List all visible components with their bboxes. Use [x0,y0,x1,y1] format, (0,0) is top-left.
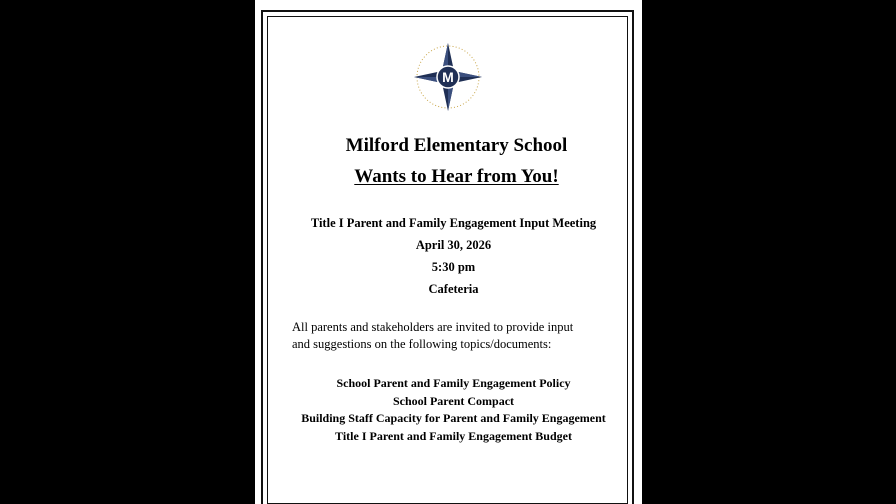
meeting-date: April 30, 2026 [415,238,492,252]
topic-item: School Parent and Family Engagement Policy [336,376,571,390]
compass-star-logo-icon [413,42,483,112]
flyer-page [255,0,642,504]
logo-letter: M [442,69,454,85]
topic-item: School Parent Compact [392,394,515,408]
topic-item: Title I Parent and Family Engagement Budget [335,429,572,443]
invitation-paragraph [292,319,622,353]
invitation-line: and suggestions on the following topics/documents: [292,337,552,351]
school-name: Milford Elementary School [345,135,568,156]
invitation-line: All parents and stakeholders are invited to provide input [292,320,574,334]
topic-item: Building Staff Capacity for Parent and Family Engagement [301,411,606,425]
meeting-title: Title I Parent and Family Engagement Input Meeting [310,216,597,230]
headline: Wants to Hear from You! [354,166,559,187]
meeting-location: Cafeteria [428,282,479,296]
meeting-time: 5:30 pm [431,260,476,274]
